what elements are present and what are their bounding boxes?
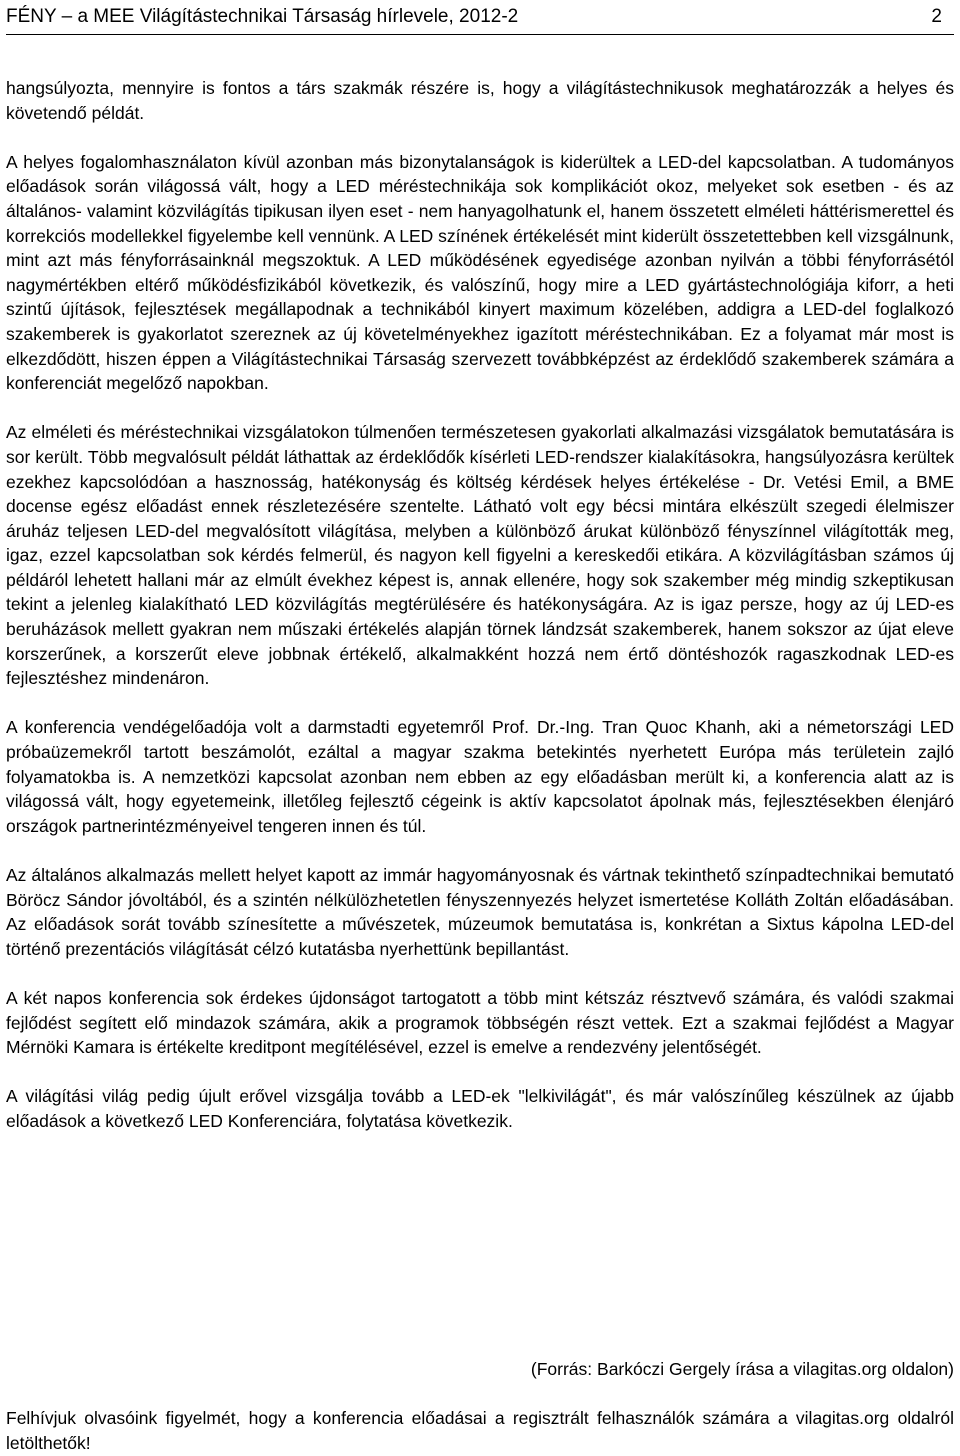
paragraph-closing: A világítási világ pedig újult erővel vizsgálja tovább a LED-ek "lelkivilágát", és már valószínűleg készülnek az újabb előadások a következő LED Konferenciára, folytatása következik. <box>6 1086 954 1131</box>
paragraph-intro: hangsúlyozta, mennyire is fontos a társ szakmák részére is, hogy a világítástechnikusok meghatározzák a helyes és követendő példát. <box>6 78 954 123</box>
page-number: 2 <box>931 6 942 27</box>
paragraph-summary: A két napos konferencia sok érdekes újdonságot tartogatott a több mint kétszáz résztvevő számára, és valódi szakmai fejlődést segített elő mindazok számára, akik a programok többségén részt vettek. Ezt a szakmai fejlődést a Magyar Mérnöki Kamara is értékelte kreditpont megítélésével, ezzel is emelve a rendezvény jelentőségét. <box>6 987 954 1058</box>
paragraph-stage-lighting: Az általános alkalmazás mellett helyet kapott az immár hagyományosnak és vártnak tekinthető színpadtechnikai bemutató Böröcz Sándor jóvoltából, és a szintén nélkülözhetetlen fényszennyezés helyzet ismertetése Kolláth Zoltán előadásában. Az előadások sorát tovább színesítette a művészetek, múzeumok bemutatása is, konkrétan a Sixtus kápolna LED-del történő prezentációs világítását célzó kutatásba nyerhettünk bepillantást. <box>6 865 954 959</box>
document-page <box>6 0 954 1453</box>
paragraph-applications: Az elméleti és méréstechnikai vizsgálatokon túlmenően természetesen gyakorlati alkalmazási vizsgálatok bemutatására is sor került. Több megvalósult példát láthattak az érdeklődők kísérleti LED-rendszer kialakításokra, hangsúlyozásra kerültek ezekhez kapcsolódóan a hasznosság, hatékonyság és költség kérdések helyes értékelése - Dr. Vetési Emil, a BME docense egész előadást ennek részletezésére szentelte. Látható volt egy bécsi mintára elkészült szegedi élelmiszer áruház teljesen LED-del megvalósított világítása, melyben a különböző árukat különböző fényszínnel világították meg, igaz, ezzel kapcsolatban sok kérdés felmerül, és nagyon kell figyelni a kereskedői etikára. A közvilágításban számos új példáról lehetett hallani már az elmúlt évekhez képest is, annak ellenére, hogy sok szakember még mindig szkeptikusan tekint a jelenleg kialakítható LED közvilágítás megtérülésére és hatékonyságára. Az is igaz persze, hogy az új LED-es beruházások mellett gyakran nem műszaki értékelés alapján törnek lándzsát szakemberek, hanem sokszor az újat eleve korszerűnek, a korszerűt eleve jobbnak értékelő, alkalmakként hozzá nem értő döntéshozók ragaszkodnak LED-es fejlesztéshez mindenáron. <box>6 422 954 689</box>
download-note: Felhívjuk olvasóink figyelmét, hogy a konferencia előadásai a regisztrált felhasználók számára a vilagitas.org oldalról letölthetők! <box>6 1408 954 1453</box>
source-citation: (Forrás: Barkóczi Gergely írása a vilagitas.org oldalon) <box>530 1359 954 1379</box>
article-body <box>6 76 954 1134</box>
page-header <box>6 0 954 35</box>
paragraph-guest-speaker: A konferencia vendégelőadója volt a darmstadti egyetemről Prof. Dr.-Ing. Tran Quoc Khanh, aki a németországi LED próbaüzemekről tartott beszámolót, ezáltal a magyar szakma betekintés nyerhetett Európa más területein zajló folyamatokba is. A nemzetközi kapcsolat azonban nem ebben az egy előadásban merült ki, a konferencia alatt az is világossá vált, hogy egyetemeink, illetőleg fejlesztő cégeink is aktív kapcsolatot ápolnak más, fejlesztésekben élenjáró országok partnerintézményeivel tengeren innen és túl. <box>6 717 954 836</box>
paragraph-measurement: A helyes fogalomhasználaton kívül azonban más bizonytalanságok is kiderültek a LED-del kapcsolatban. A tudományos előadások során világossá vált, hogy a LED méréstechnikája sok komplikációt okoz, melyeket sok esetben - és az általános- valamint közvilágítás tipikusan ilyen eset - nem hanyagolhatunk el, hanem összetett elméleti háttérismerettel és korrekciós modellekkel figyelembe kell vennünk. A LED színének értékelését mint kiderült összetettebben kell vizsgálnunk, mint azt más fényforrásainknál megszoktuk. A LED működésének egyedisége azonban nyilván a többi fényforrásétól nagymértékben eltérő működésfizikából következik, és valószínű, hogy mire a LED gyártástechnológiája kiforr, a heti szintű újítások, fejlesztések megállapodnak a technikából kinyert maximum közelében, addigra a LED-del foglalkozó szakemberek is gyakorlatot szereznek az új követelményekhez igazított méréstechnikában. Ez a folyamat már most is elkezdődött, hiszen éppen a Világítástechnikai Társaság szervezett továbbképzést az érdeklődő szakemberek számára a konferenciát megelőző napokban. <box>6 151 954 394</box>
newsletter-title: FÉNY – a MEE Világítástechnikai Társaság hírlevele, 2012-2 <box>6 6 519 27</box>
